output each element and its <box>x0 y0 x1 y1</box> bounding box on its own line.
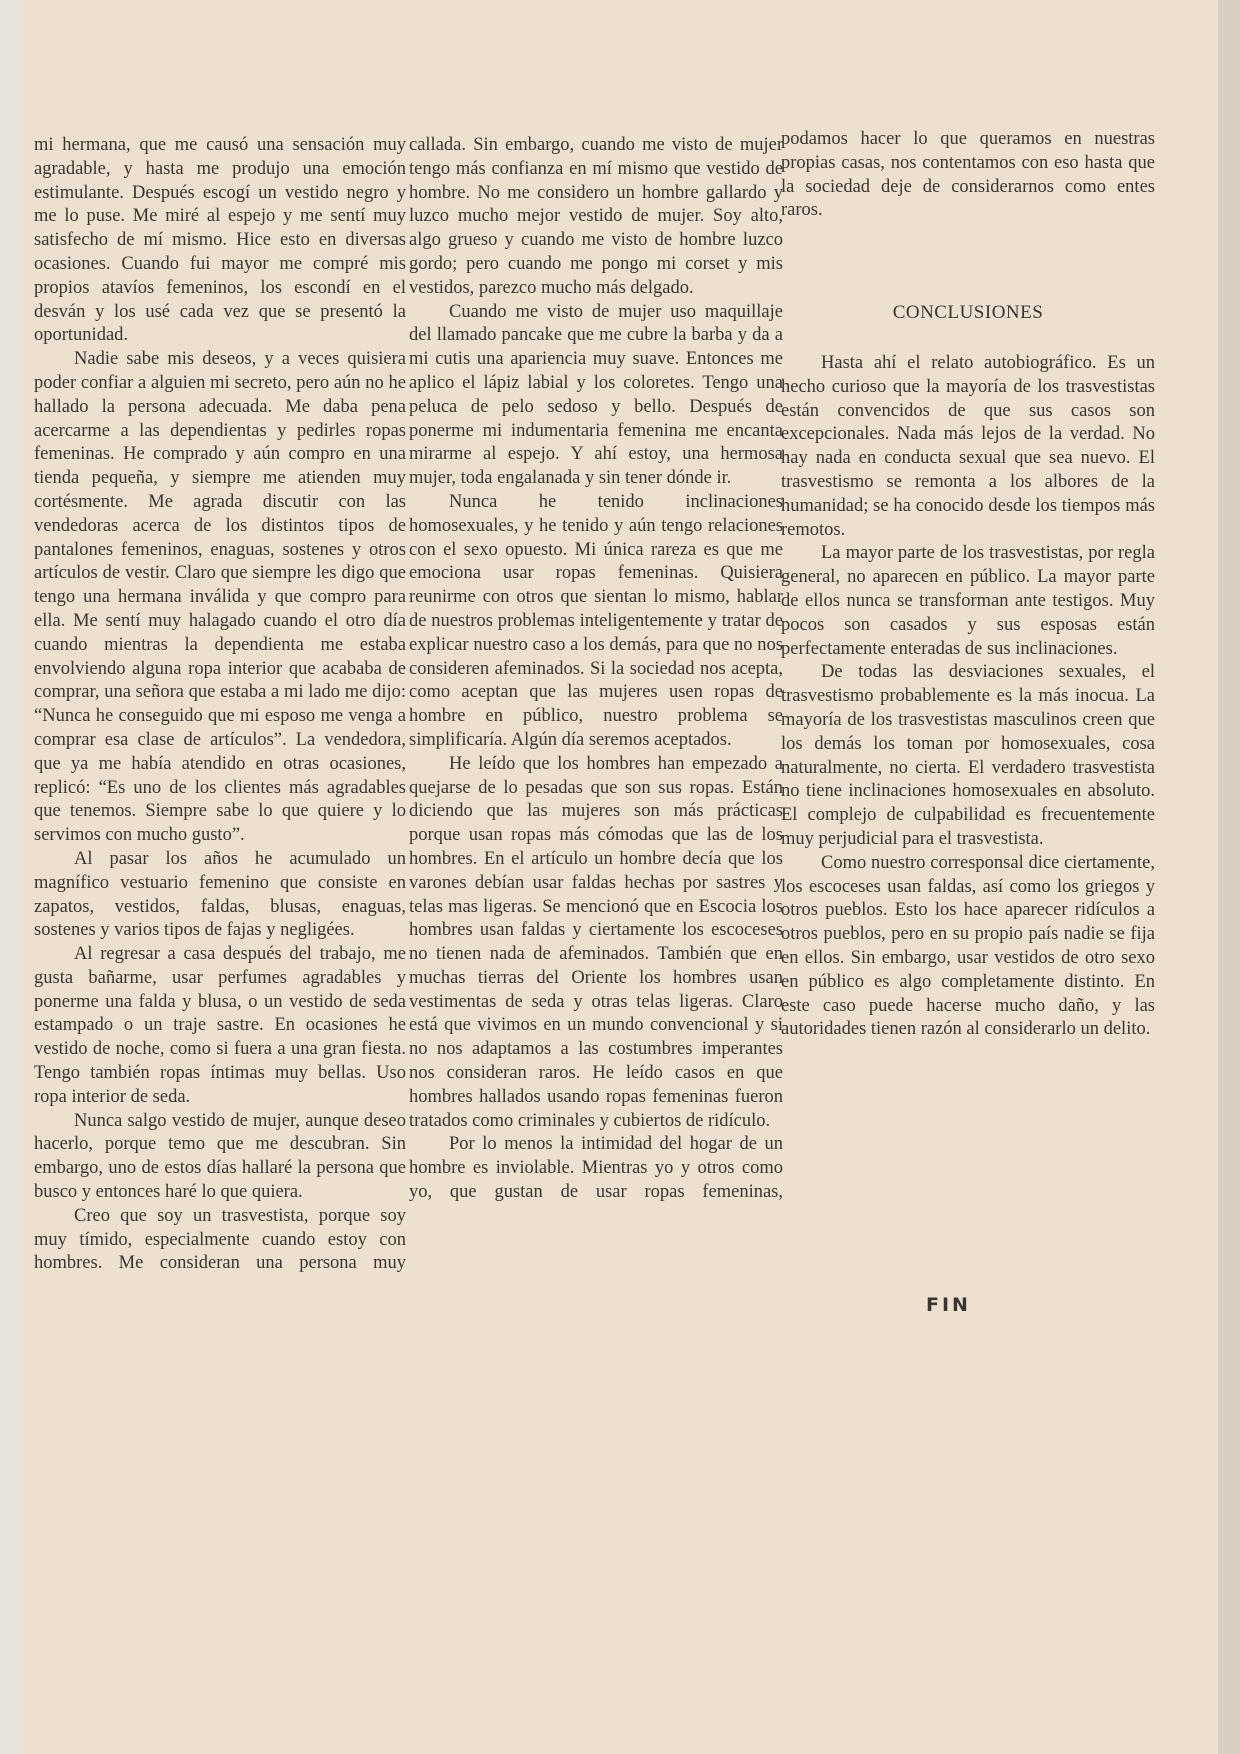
text-column-2 <box>409 134 783 1205</box>
text-column-1 <box>34 134 406 1276</box>
paragraph: Como nuestro corresponsal dice ciertamente, los escoceses usan faldas, así como los griegos y otros pueblos. Esto los hace aparecer ridículos a otros pueblos, pero en su propio país nadie se fija en ellos. Sin embargo, usar vestidos de otro sexo en público es algo completamente distinto. En este caso puede hacerse mucho daño, y las autoridades tienen razón al considerarlo un delito. <box>781 852 1155 1040</box>
end-mark: FIN <box>926 1294 971 1316</box>
paragraph: Al pasar los años he acumulado un magnífico vestuario femenino que consiste en zapatos, vestidos, faldas, blusas, enaguas, sostenes y varios tipos de fajas y negligées. <box>34 848 406 941</box>
paragraph: Creo que soy un trasvestista, porque soy muy tímido, especialmente cuando estoy con hombres. Me consideran una persona muy <box>34 1205 406 1274</box>
paragraph: La mayor parte de los trasvestistas, por regla general, no aparecen en público. La mayor parte de ellos nunca se transforman ante testigos. Muy pocos son casados y sus esposas están perfectamente enteradas de sus inclinaciones. <box>781 543 1155 659</box>
text-column-3 <box>781 128 1155 223</box>
paragraph: Por lo menos la intimidad del hogar de un hombre es inviolable. Mientras yo y otros como yo, que gustan de usar ropas femeninas, <box>409 1134 783 1203</box>
section-heading: CONCLUSIONES <box>892 302 1044 323</box>
paragraph: Nunca he tenido inclinaciones homosexuales, y he tenido y aún tengo relaciones con el sexo opuesto. Mi única rareza es que me emociona usar ropas femeninas. Quisiera reunirme con otros que sientan lo mismo, hablar de nuestros problemas inteligentemente y tratar de explicar nuestro caso a los demás, para que no nos consideren afeminados. Si la sociedad nos acepta, como aceptan que las mujeres usen ropas de hombre en público, nuestro problema se simplificaría. Algún día seremos aceptados. <box>409 491 783 750</box>
text-column-3-conclusions <box>781 352 1155 1042</box>
scan-margin <box>0 0 22 1754</box>
paragraph: Hasta ahí el relato autobiográfico. Es un hecho curioso que la mayoría de los trasvestistas están convencidos de que sus casos son excepcionales. Nada más lejos de la verdad. No hay nada en conducta sexual que sea nuevo. El trasvestismo se remonta a los albores de la humanidad; se ha conocido desde los tiempos más remotos. <box>781 353 1155 540</box>
paragraph: mi hermana, que me causó una sensación muy agradable, y hasta me produjo una emoción estimulante. Después escogí un vestido negro y me lo puse. Me miré al espejo y me sentí muy satisfecho de mí mismo. Hice esto en diversas ocasiones. Cuando fui mayor me compré mis propios atavíos femeninos, los escondí en el desván y los usé cada vez que se presentó la oportunidad. <box>34 135 406 346</box>
paragraph: Nadie sabe mis deseos, y a veces quisiera poder confiar a alguien mi secreto, pero aún no he hallado la persona adecuada. Me daba pena acercarme a las dependientas y pedirles ropas femeninas. He comprado y aún compro en una tienda pequeña, y siempre me atienden muy cortésmente. Me agrada discutir con las vendedoras acerca de los distintos tipos de pantalones femeninos, enaguas, sostenes y otros artículos de vestir. Claro que siempre les digo que tengo una hermana inválida y que compro para ella. Me sentí muy halagado cuando el otro día cuando mientras la dependienta me estaba envolviendo alguna ropa interior que acababa de comprar, una señora que estaba a mi lado me dijo: “Nunca he conseguido que mi esposo me venga a comprar esa clase de artículos”. La vendedora, que ya me había atendido en otras ocasiones, replicó: “Es uno de los clientes más agradables que tenemos. Siempre sabe lo que quiere y lo servimos con mucho gusto”. <box>34 349 406 846</box>
paragraph: Nunca salgo vestido de mujer, aunque deseo hacerlo, porque temo que me descubran. Sin embargo, uno de estos días hallaré la persona que busco y entonces haré lo que quiera. <box>34 1110 406 1203</box>
paragraph: De todas las desviaciones sexuales, el trasvestismo probablemente es la más inocua. La mayoría de los trasvestistas masculinos creen que los demás los toman por homosexuales, cosa naturalmente, no cierta. El verdadero trasvestista no tiene inclinaciones homosexuales en absoluto. El complejo de culpabilidad es frecuentemente muy perjudicial para el trasvestista. <box>781 662 1155 849</box>
paragraph: podamos hacer lo que queramos en nuestras propias casas, nos contentamos con eso hasta que la sociedad deje de considerarnos como entes raros. <box>781 129 1155 221</box>
paragraph: He leído que los hombres han empezado a quejarse de lo pesadas que son sus ropas. Están diciendo que las mujeres son más prácticas porque usan ropas más cómodas que las de los hombres. En el artículo un hombre decía que los varones debían usar faldas hechas por sastres y telas mas ligeras. Se mencionó que en Escocia los hombres usan faldas y ciertamente los escoceses no tienen nada de afeminados. También que en muchas tierras del Oriente los hombres usan vestimentas de seda y otras telas ligeras. Claro está que vivimos en un mundo convencional y si no nos adaptamos a las costumbres imperantes nos consideran raros. He leído casos en que hombres hallados usando ropas femeninas fueron tratados como criminales y cubiertos de ridículo. <box>409 753 783 1131</box>
paragraph: Al regresar a casa después del trabajo, me gusta bañarme, usar perfumes agradables y ponerme una falda y blusa, o un vestido de seda estampado o un traje sastre. En ocasiones he vestido de noche, como si fuera a una gran fiesta. Tengo también ropas íntimas muy bellas. Uso ropa interior de seda. <box>34 944 406 1107</box>
paragraph: Cuando me visto de mujer uso maquillaje del llamado pancake que me cubre la barba y da a mi cutis una apariencia muy suave. Entonces me aplico el lápiz labial y los coloretes. Tengo una peluca de pelo sedoso y bello. Después de ponerme mi indumentaria femenina me encanta mirarme al espejo. Y ahí estoy, una hermosa mujer, toda engalanada y sin tener dónde ir. <box>409 301 783 489</box>
paragraph: callada. Sin embargo, cuando me visto de mujer tengo más confianza en mí mismo que vestido de hombre. No me considero un hombre gallardo y luzco mucho mejor vestido de mujer. Soy alto, algo grueso y cuando me visto de hombre luzco gordo; pero cuando me pongo mi corset y mis vestidos, parezco mucho más delgado. <box>409 135 783 298</box>
